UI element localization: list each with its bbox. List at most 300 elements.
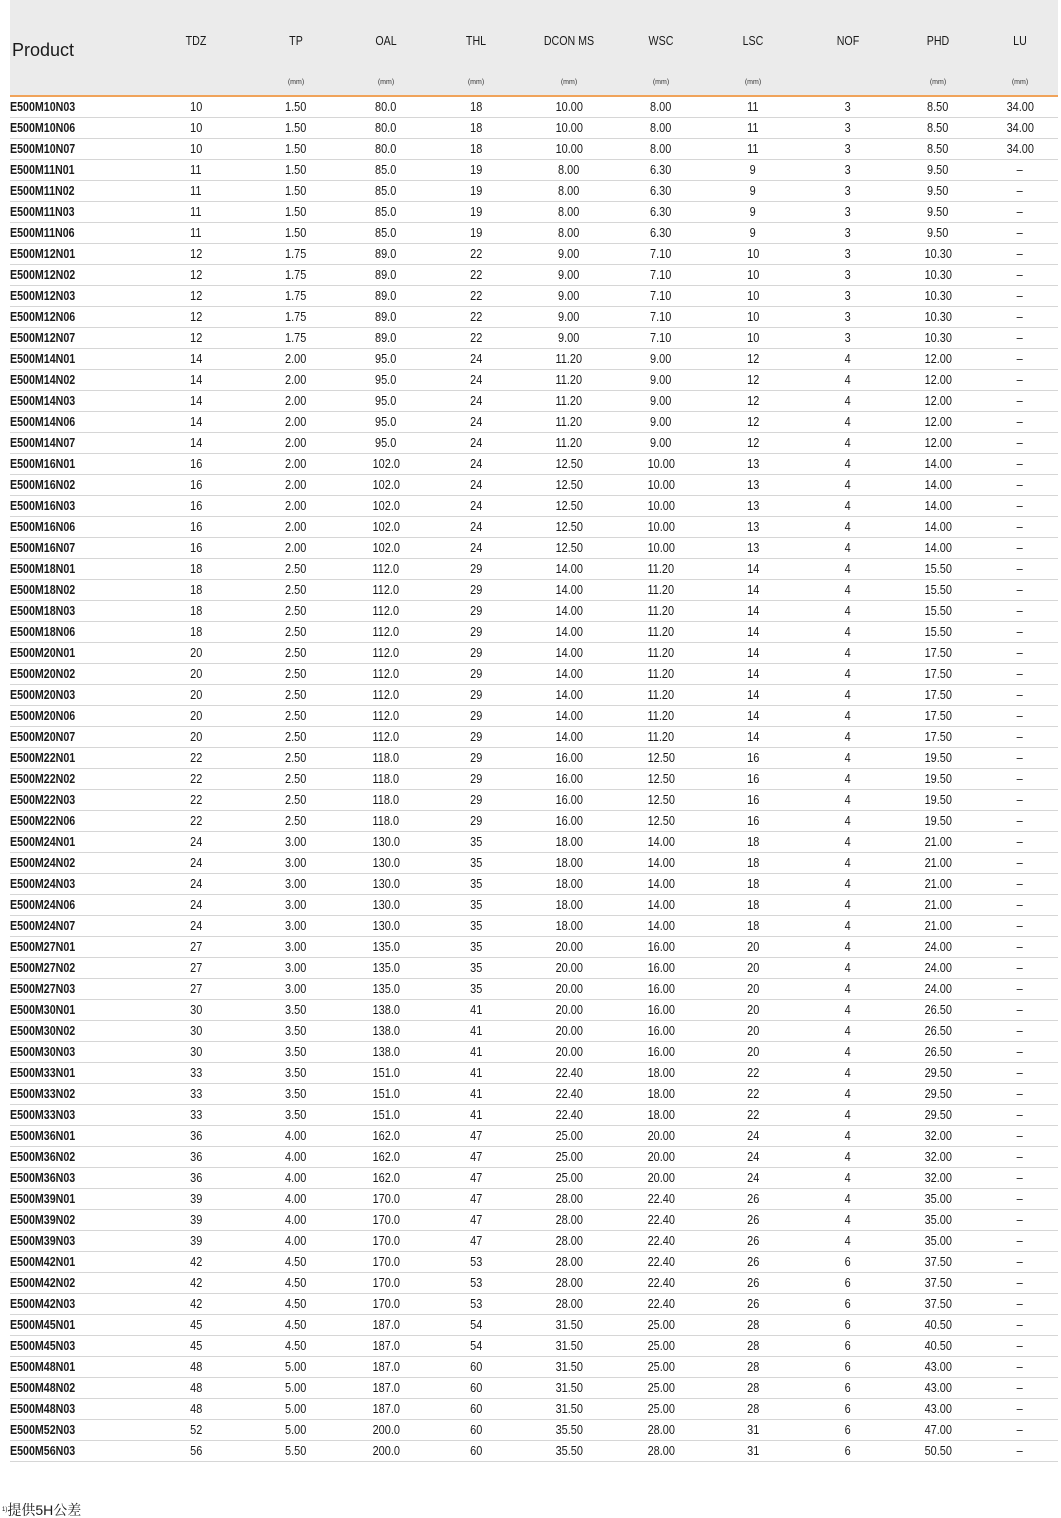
cell-text: 19: [469, 183, 483, 198]
value-cell: [520, 622, 618, 643]
cell-text: –: [1016, 1422, 1024, 1437]
cell-text: 22.40: [647, 1254, 675, 1269]
cell-text: 41: [469, 1107, 483, 1122]
value-cell: [894, 1021, 982, 1042]
cell-text: 8.00: [558, 204, 580, 219]
value-cell: [704, 727, 802, 748]
table-row: [10, 1105, 1058, 1126]
cell-text: –: [1016, 246, 1024, 261]
value-cell: [982, 475, 1058, 496]
table-row: [10, 433, 1058, 454]
table-row: [10, 1147, 1058, 1168]
cell-text: 37.50: [924, 1275, 952, 1290]
cell-text: 18: [189, 624, 203, 639]
cell-text: 11.20: [647, 603, 675, 618]
value-cell: [802, 1273, 894, 1294]
product-code-cell: [10, 1252, 140, 1273]
cell-text: 4: [844, 540, 852, 555]
cell-text: 4.50: [285, 1338, 307, 1353]
product-code-cell: [10, 139, 140, 160]
cell-text: 22: [469, 267, 483, 282]
value-cell: [520, 601, 618, 622]
cell-text: E500M12N01: [10, 246, 76, 261]
value-cell: [894, 685, 982, 706]
value-cell: [140, 727, 252, 748]
cell-text: 135.0: [372, 981, 400, 996]
cell-text: 9.00: [650, 372, 672, 387]
value-cell: [140, 496, 252, 517]
product-code-cell: [10, 538, 140, 559]
product-code-cell: [10, 706, 140, 727]
cell-text: E500M22N03: [10, 792, 76, 807]
value-cell: [982, 1294, 1058, 1315]
cell-text: 53: [469, 1296, 483, 1311]
value-cell: [520, 853, 618, 874]
cell-text: –: [1016, 162, 1024, 177]
value-cell: [252, 1168, 340, 1189]
value-cell: [618, 1000, 704, 1021]
table-row: [10, 202, 1058, 223]
value-cell: [252, 1105, 340, 1126]
cell-text: 118.0: [372, 771, 400, 786]
cell-text: 9.50: [927, 204, 949, 219]
column-header-label: Product: [12, 40, 75, 60]
column-header-label: LU: [1013, 33, 1027, 48]
cell-text: 20.00: [555, 939, 583, 954]
value-cell: [802, 244, 894, 265]
cell-text: 95.0: [375, 414, 397, 429]
cell-text: 29: [469, 813, 483, 828]
cell-text: 2.00: [285, 498, 307, 513]
value-cell: [340, 1105, 432, 1126]
value-cell: [894, 1063, 982, 1084]
value-cell: [802, 118, 894, 139]
cell-text: 118.0: [372, 813, 400, 828]
value-cell: [802, 1021, 894, 1042]
value-cell: [340, 1147, 432, 1168]
value-cell: [140, 1378, 252, 1399]
cell-text: 22: [189, 813, 203, 828]
cell-text: 22.40: [555, 1065, 583, 1080]
cell-text: 39: [189, 1233, 203, 1248]
cell-text: 4: [844, 1233, 852, 1248]
table-row: [10, 1399, 1058, 1420]
cell-text: 3.00: [285, 897, 307, 912]
value-cell: [140, 1063, 252, 1084]
cell-text: 12: [189, 267, 203, 282]
product-code-cell: [10, 517, 140, 538]
cell-text: –: [1016, 792, 1024, 807]
value-cell: [432, 391, 520, 412]
value-cell: [802, 580, 894, 601]
cell-text: –: [1016, 939, 1024, 954]
product-code-cell: [10, 475, 140, 496]
cell-text: 89.0: [375, 246, 397, 261]
cell-text: 14.00: [647, 897, 675, 912]
cell-text: –: [1016, 1275, 1024, 1290]
cell-text: 9.00: [558, 288, 580, 303]
cell-text: 2.00: [285, 540, 307, 555]
value-cell: [252, 1294, 340, 1315]
cell-text: 10: [189, 99, 203, 114]
cell-text: 12.50: [555, 498, 583, 513]
value-cell: [982, 790, 1058, 811]
value-cell: [340, 96, 432, 118]
value-cell: [802, 475, 894, 496]
cell-text: 10: [189, 120, 203, 135]
value-cell: [340, 1021, 432, 1042]
cell-text: 9: [749, 162, 757, 177]
value-cell: [432, 1063, 520, 1084]
value-cell: [520, 685, 618, 706]
value-cell: [252, 1315, 340, 1336]
cell-text: E500M12N02: [10, 267, 76, 282]
value-cell: [520, 811, 618, 832]
cell-text: 2.00: [285, 372, 307, 387]
cell-text: 2.00: [285, 414, 307, 429]
value-cell: [520, 1273, 618, 1294]
value-cell: [520, 580, 618, 601]
product-code-cell: [10, 958, 140, 979]
value-cell: [802, 1147, 894, 1168]
value-cell: [340, 454, 432, 475]
value-cell: [252, 412, 340, 433]
value-cell: [340, 370, 432, 391]
cell-text: 16: [746, 813, 760, 828]
value-cell: [520, 328, 618, 349]
value-cell: [520, 370, 618, 391]
value-cell: [618, 202, 704, 223]
cell-text: 27: [189, 960, 203, 975]
cell-text: 16.00: [555, 771, 583, 786]
cell-text: 12.50: [647, 813, 675, 828]
cell-text: 12: [746, 435, 760, 450]
value-cell: [520, 1042, 618, 1063]
value-cell: [894, 1126, 982, 1147]
value-cell: [982, 1126, 1058, 1147]
value-cell: [894, 1441, 982, 1462]
value-cell: [432, 832, 520, 853]
cell-text: 22: [746, 1086, 760, 1101]
cell-text: 89.0: [375, 330, 397, 345]
cell-text: 14.00: [555, 687, 583, 702]
cell-text: 16.00: [555, 750, 583, 765]
product-code-cell: [10, 559, 140, 580]
value-cell: [618, 748, 704, 769]
value-cell: [340, 580, 432, 601]
value-cell: [520, 1231, 618, 1252]
cell-text: 170.0: [372, 1233, 400, 1248]
value-cell: [704, 643, 802, 664]
cell-text: 28.00: [647, 1422, 675, 1437]
value-cell: [704, 328, 802, 349]
value-cell: [432, 265, 520, 286]
value-cell: [252, 475, 340, 496]
cell-text: 4: [844, 897, 852, 912]
cell-text: E500M18N03: [10, 603, 76, 618]
table-row: [10, 181, 1058, 202]
cell-text: E500M24N01: [10, 834, 76, 849]
cell-text: 11.20: [647, 708, 675, 723]
table-row: [10, 1357, 1058, 1378]
value-cell: [432, 1378, 520, 1399]
column-header-label: WSC: [648, 33, 674, 48]
value-cell: [802, 916, 894, 937]
cell-text: 2.50: [285, 729, 307, 744]
column-unit-label: [802, 76, 894, 95]
value-cell: [704, 1084, 802, 1105]
value-cell: [618, 1231, 704, 1252]
cell-text: 12.00: [924, 414, 952, 429]
product-code-cell: [10, 937, 140, 958]
value-cell: [802, 1378, 894, 1399]
value-cell: [894, 1315, 982, 1336]
cell-text: 18.00: [647, 1107, 675, 1122]
cell-text: 43.00: [924, 1359, 952, 1374]
cell-text: 12: [746, 351, 760, 366]
cell-text: 1.75: [285, 246, 307, 261]
cell-text: 22: [746, 1107, 760, 1122]
cell-text: 29: [469, 582, 483, 597]
value-cell: [520, 1189, 618, 1210]
value-cell: [432, 349, 520, 370]
cell-text: 14.00: [555, 708, 583, 723]
table-row: [10, 895, 1058, 916]
value-cell: [802, 391, 894, 412]
value-cell: [252, 622, 340, 643]
cell-text: 24: [189, 876, 203, 891]
value-cell: [432, 1084, 520, 1105]
cell-text: 9.00: [650, 414, 672, 429]
value-cell: [982, 517, 1058, 538]
product-code-cell: [10, 916, 140, 937]
cell-text: 10: [746, 288, 760, 303]
value-cell: [704, 1273, 802, 1294]
cell-text: 138.0: [372, 1002, 400, 1017]
value-cell: [802, 1105, 894, 1126]
value-cell: [618, 1252, 704, 1273]
cell-text: E500M10N07: [10, 141, 76, 156]
value-cell: [894, 1042, 982, 1063]
cell-text: 47.00: [924, 1422, 952, 1437]
cell-text: 6: [844, 1296, 852, 1311]
cell-text: –: [1016, 624, 1024, 639]
table-row: [10, 496, 1058, 517]
cell-text: –: [1016, 456, 1024, 471]
column-unit-label: (mm): [744, 79, 762, 86]
cell-text: 15.50: [924, 582, 952, 597]
cell-text: 4: [844, 1128, 852, 1143]
cell-text: 16: [189, 519, 203, 534]
cell-text: 4.00: [285, 1149, 307, 1164]
cell-text: E500M16N06: [10, 519, 76, 534]
value-cell: [618, 1273, 704, 1294]
cell-text: 14: [189, 414, 203, 429]
value-cell: [894, 517, 982, 538]
cell-text: 32.00: [924, 1170, 952, 1185]
cell-text: 10.30: [924, 246, 952, 261]
product-code-cell: [10, 223, 140, 244]
value-cell: [432, 1294, 520, 1315]
cell-text: 24: [189, 855, 203, 870]
cell-text: 9.50: [927, 183, 949, 198]
cell-text: 21.00: [924, 834, 952, 849]
value-cell: [520, 433, 618, 454]
cell-text: 4: [844, 876, 852, 891]
cell-text: 102.0: [372, 498, 400, 513]
cell-text: E500M20N06: [10, 708, 76, 723]
value-cell: [802, 370, 894, 391]
value-cell: [982, 769, 1058, 790]
value-cell: [618, 1441, 704, 1462]
value-cell: [982, 580, 1058, 601]
cell-text: 11.20: [555, 351, 583, 366]
cell-text: E500M10N06: [10, 120, 76, 135]
cell-text: –: [1016, 1254, 1024, 1269]
cell-text: E500M30N02: [10, 1023, 76, 1038]
value-cell: [704, 1441, 802, 1462]
cell-text: E500M33N02: [10, 1086, 76, 1101]
column-header-label: NOF: [836, 33, 860, 48]
cell-text: 60: [469, 1443, 483, 1458]
value-cell: [618, 727, 704, 748]
cell-text: 95.0: [375, 435, 397, 450]
value-cell: [894, 1399, 982, 1420]
table-row: [10, 223, 1058, 244]
value-cell: [252, 916, 340, 937]
cell-text: 8.00: [650, 120, 672, 135]
value-cell: [802, 979, 894, 1000]
table-row: [10, 1231, 1058, 1252]
cell-text: E500M48N03: [10, 1401, 76, 1416]
value-cell: [340, 412, 432, 433]
cell-text: 18: [746, 855, 760, 870]
value-cell: [140, 265, 252, 286]
value-cell: [802, 454, 894, 475]
value-cell: [520, 202, 618, 223]
table-row: [10, 979, 1058, 1000]
cell-text: 35: [469, 855, 483, 870]
cell-text: 24: [469, 372, 483, 387]
value-cell: [140, 1315, 252, 1336]
cell-text: 20.00: [647, 1149, 675, 1164]
value-cell: [140, 1000, 252, 1021]
cell-text: 22.40: [647, 1191, 675, 1206]
value-cell: [520, 706, 618, 727]
cell-text: 42: [189, 1296, 203, 1311]
cell-text: E500M33N03: [10, 1107, 76, 1122]
table-row: [10, 664, 1058, 685]
value-cell: [982, 139, 1058, 160]
cell-text: 4: [844, 939, 852, 954]
value-cell: [252, 1252, 340, 1273]
column-header-product: [10, 0, 140, 96]
cell-text: 6: [844, 1443, 852, 1458]
cell-text: 4: [844, 372, 852, 387]
value-cell: [252, 328, 340, 349]
column-header-dcon-ms: [520, 0, 618, 96]
product-code-cell: [10, 769, 140, 790]
cell-text: 7.10: [650, 330, 672, 345]
table-row: [10, 1210, 1058, 1231]
value-cell: [894, 1105, 982, 1126]
value-cell: [140, 1147, 252, 1168]
cell-text: 4: [844, 414, 852, 429]
cell-text: 12.50: [555, 456, 583, 471]
cell-text: 11.20: [555, 414, 583, 429]
cell-text: E500M42N03: [10, 1296, 76, 1311]
value-cell: [432, 559, 520, 580]
value-cell: [432, 412, 520, 433]
value-cell: [520, 1063, 618, 1084]
value-cell: [140, 223, 252, 244]
cell-text: 10: [746, 330, 760, 345]
cell-text: 9.00: [650, 435, 672, 450]
cell-text: 32.00: [924, 1149, 952, 1164]
value-cell: [982, 265, 1058, 286]
value-cell: [618, 874, 704, 895]
value-cell: [982, 916, 1058, 937]
column-unit-label: (mm): [467, 79, 485, 86]
cell-text: –: [1016, 435, 1024, 450]
value-cell: [802, 853, 894, 874]
cell-text: E500M22N06: [10, 813, 76, 828]
value-cell: [252, 265, 340, 286]
cell-text: 13: [746, 540, 760, 555]
value-cell: [252, 1189, 340, 1210]
cell-text: –: [1016, 1317, 1024, 1332]
value-cell: [140, 1252, 252, 1273]
value-cell: [432, 328, 520, 349]
value-cell: [894, 307, 982, 328]
cell-text: 22: [189, 771, 203, 786]
table-row: [10, 1252, 1058, 1273]
value-cell: [140, 349, 252, 370]
value-cell: [140, 622, 252, 643]
table-row: [10, 790, 1058, 811]
cell-text: 2.00: [285, 393, 307, 408]
cell-text: –: [1016, 288, 1024, 303]
value-cell: [340, 853, 432, 874]
value-cell: [140, 601, 252, 622]
cell-text: 9.00: [558, 267, 580, 282]
value-cell: [252, 748, 340, 769]
value-cell: [340, 118, 432, 139]
cell-text: 34.00: [1006, 120, 1034, 135]
product-code-cell: [10, 601, 140, 622]
value-cell: [618, 139, 704, 160]
value-cell: [802, 223, 894, 244]
cell-text: 17.50: [924, 666, 952, 681]
value-cell: [340, 1273, 432, 1294]
value-cell: [340, 706, 432, 727]
cell-text: E500M16N07: [10, 540, 76, 555]
product-code-cell: [10, 811, 140, 832]
value-cell: [252, 118, 340, 139]
column-header-thl: [432, 0, 520, 96]
value-cell: [982, 160, 1058, 181]
value-cell: [520, 1420, 618, 1441]
value-cell: [340, 1252, 432, 1273]
value-cell: [802, 1252, 894, 1273]
cell-text: 2.50: [285, 603, 307, 618]
value-cell: [340, 874, 432, 895]
value-cell: [982, 1420, 1058, 1441]
cell-text: 26: [746, 1296, 760, 1311]
cell-text: 22: [469, 288, 483, 303]
value-cell: [802, 895, 894, 916]
cell-text: E500M20N03: [10, 687, 76, 702]
